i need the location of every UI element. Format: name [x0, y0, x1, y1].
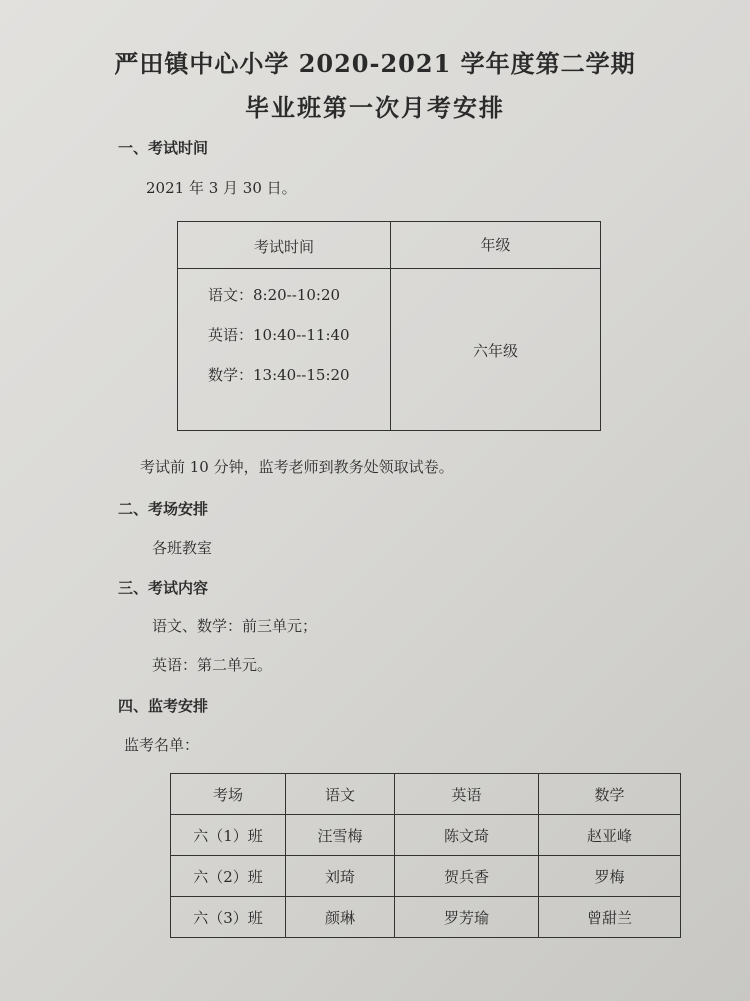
proctor-cell: 贺兵香 — [395, 856, 539, 897]
exam-room-content: 各班教室 — [152, 539, 213, 557]
proctor-cell: 汪雪梅 — [286, 815, 395, 856]
exam-time-table — [177, 221, 601, 431]
document-title: 严田镇中心小学 2020-2021 学年度第二学期 — [114, 49, 636, 78]
column-header-time: 考试时间 — [253, 238, 314, 256]
section-heading-exam-content: 三、考试内容 — [118, 579, 209, 597]
document-subtitle: 毕业班第一次月考安排 — [245, 93, 505, 122]
column-header-math: 数学 — [539, 774, 681, 815]
proctor-cell: 曾甜兰 — [539, 897, 681, 938]
proctor-cell: 颜琳 — [286, 897, 395, 938]
exam-content-line: 语文、数学：前三单元； — [152, 617, 318, 635]
proctor-cell: 赵亚峰 — [539, 815, 681, 856]
section-heading-exam-time: 一、考试时间 — [118, 139, 209, 157]
proctor-cell: 罗芳瑜 — [395, 897, 539, 938]
room-cell: 六（2）班 — [171, 856, 286, 897]
proctor-list-label: 监考名单： — [124, 736, 200, 754]
table-row — [171, 897, 681, 938]
column-header-english: 英语 — [395, 774, 539, 815]
room-cell: 六（1）班 — [171, 815, 286, 856]
table-divider — [178, 268, 600, 269]
section-heading-proctors: 四、监考安排 — [118, 697, 209, 715]
proctor-cell: 刘琦 — [286, 856, 395, 897]
proctor-cell: 罗梅 — [539, 856, 681, 897]
grade-value: 六年级 — [472, 342, 518, 360]
proctor-cell: 陈文琦 — [395, 815, 539, 856]
column-header-room: 考场 — [171, 774, 286, 815]
schedule-math: 数学：13:40--15:20 — [208, 366, 350, 384]
table-row — [171, 815, 681, 856]
exam-date: 2021 年 3 月 30 日。 — [146, 179, 297, 197]
table-header-row — [171, 774, 681, 815]
section-heading-exam-rooms: 二、考场安排 — [118, 500, 209, 518]
column-header-grade: 年级 — [480, 236, 511, 254]
proctor-table — [170, 773, 681, 938]
exam-content-line: 英语：第二单元。 — [152, 656, 273, 674]
column-header-chinese: 语文 — [286, 774, 395, 815]
exam-note: 考试前 10 分钟，监考老师到教务处领取试卷。 — [140, 458, 454, 476]
schedule-chinese: 语文：8:20--10:20 — [208, 286, 341, 304]
schedule-english: 英语：10:40--11:40 — [208, 326, 350, 344]
table-row — [171, 856, 681, 897]
room-cell: 六（3）班 — [171, 897, 286, 938]
